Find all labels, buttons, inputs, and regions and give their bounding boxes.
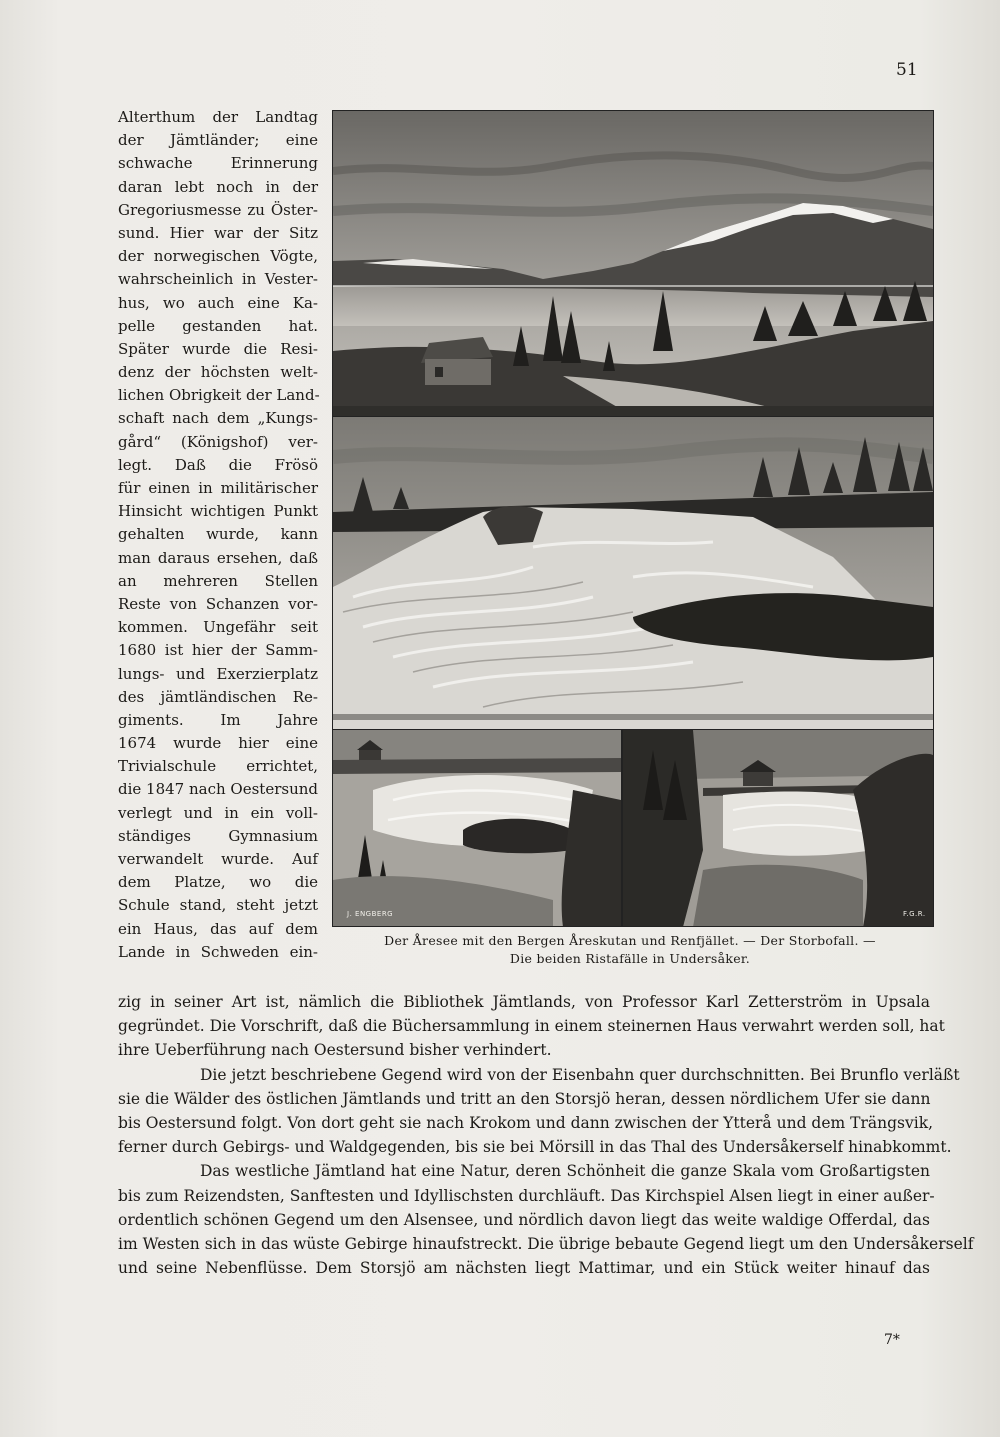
text-line: Die jetzt beschriebene Gegend wird von der Eisenbahn quer durchschnitten. Bei Brunflo verläßt bbox=[200, 1065, 960, 1084]
text-line: kommen. Ungefähr seit bbox=[118, 618, 318, 637]
text-line: lungs- und Exerzierplatz bbox=[118, 664, 318, 683]
text-line: verwandelt wurde. Auf bbox=[118, 850, 318, 868]
text-line: ständiges Gymnasium bbox=[118, 826, 318, 845]
ristafall-right-illustration bbox=[623, 730, 933, 927]
engraver-credit-left: J. ENGBERG bbox=[347, 910, 394, 918]
text-line: im Westen sich in das wüste Gebirge hinaufstreckt. Die übrige bebaute Gegend liegt um den Undersåkerself bbox=[118, 1234, 974, 1253]
text-line: an mehreren Stellen bbox=[118, 571, 318, 590]
caption-line-1: Der Åresee mit den Bergen Åreskutan und Renfjället. — Der Storbofall. — bbox=[384, 933, 876, 948]
storbofall-engraving bbox=[333, 416, 933, 729]
text-line: der norwegischen Vögte, bbox=[118, 247, 318, 266]
text-line: Schule stand, steht jetzt bbox=[118, 896, 318, 915]
text-line: Später wurde die Resi- bbox=[118, 339, 318, 358]
text-line: schwache Erinnerung bbox=[118, 154, 318, 173]
text-line: Alterthum der Landtag bbox=[118, 108, 318, 126]
text-line: sund. Hier war der Sitz bbox=[118, 223, 318, 242]
text-line: sie die Wälder des östlichen Jämtlands und tritt an den Storsjö heran, dessen nördlichem Ufer sie dann bbox=[118, 1089, 931, 1108]
ristafall-right-engraving bbox=[623, 729, 933, 927]
text-line: man daraus ersehen, daß bbox=[118, 548, 318, 567]
text-line: giments. Im Jahre bbox=[118, 710, 318, 729]
text-line: der Jämtländer; eine bbox=[118, 131, 318, 150]
cabin bbox=[421, 337, 493, 385]
text-line: Lande in Schweden ein- bbox=[118, 942, 318, 961]
text-line: bis Oestersund folgt. Von dort geht sie nach Krokom und dann zwischen der Ytterå und dem Trängsvik, bbox=[118, 1113, 934, 1132]
lake-mountain-engraving bbox=[333, 111, 933, 416]
text-line: ein Haus, das auf dem bbox=[118, 919, 318, 938]
text-line: lichen Obrigkeit der Land- bbox=[118, 386, 320, 405]
full-width-text bbox=[118, 990, 974, 1280]
text-line: ihre Ueberführung nach Oestersund bisher verhindert. bbox=[118, 1041, 552, 1060]
left-column-text bbox=[118, 106, 318, 964]
text-line: des jämtländischen Re- bbox=[118, 687, 318, 706]
engraving-figure bbox=[332, 110, 934, 927]
text-line: und seine Nebenflüsse. Dem Storsjö am nächsten liegt Mattimar, und ein Stück weiter hinauf das bbox=[118, 1259, 930, 1278]
text-line: Hinsicht wichtigen Punkt bbox=[118, 502, 318, 521]
text-line: wahrscheinlich in Vester- bbox=[118, 270, 318, 289]
text-line: gegründet. Die Vorschrift, daß die Büchersammlung in einem steinernen Haus verwahrt werden soll, hat bbox=[118, 1017, 945, 1036]
text-line: Trivialschule errichtet, bbox=[118, 757, 318, 776]
storbofall-illustration bbox=[333, 417, 933, 729]
text-line: hus, wo auch eine Ka- bbox=[118, 293, 318, 312]
ristafall-left-illustration bbox=[333, 730, 621, 927]
text-line: zig in seiner Art ist, nämlich die Bibliothek Jämtlands, von Professor Karl Zetterström in Upsala bbox=[118, 993, 930, 1011]
text-line: bis zum Reizendsten, Sanftesten und Idyllischsten durchläuft. Das Kirchspiel Alsen liegt in einer außer- bbox=[118, 1186, 935, 1205]
text-line: verlegt und in ein voll- bbox=[118, 803, 318, 822]
ristafall-left-engraving bbox=[333, 729, 623, 927]
text-line: die 1847 nach Oestersund bbox=[118, 780, 318, 799]
page-number: 51 bbox=[896, 60, 918, 80]
text-line: für einen in militärischer bbox=[118, 479, 318, 497]
text-line: schaft nach dem „Kungs- bbox=[118, 409, 318, 428]
text-line: 1680 ist hier der Samm- bbox=[118, 641, 318, 660]
caption-line-2: Die beiden Ristafälle in Undersåker. bbox=[509, 951, 751, 966]
text-line: Gregoriusmesse zu Öster- bbox=[118, 200, 318, 219]
text-line: ferner durch Gebirgs- und Waldgegenden, bis sie bei Mörsill in das Thal des Undersåkerself hinabkommt. bbox=[118, 1138, 952, 1157]
text-line: 1674 wurde hier eine bbox=[118, 734, 318, 753]
text-line: gehalten wurde, kann bbox=[118, 525, 318, 544]
figure-caption bbox=[340, 932, 920, 968]
text-line: gård“ (Königshof) ver- bbox=[118, 432, 318, 451]
text-line: pelle gestanden hat. bbox=[118, 316, 318, 335]
text-line: ordentlich schönen Gegend um den Alsensee, und nördlich davon liegt das weite waldige Offerdal, das bbox=[118, 1210, 930, 1229]
text-line: Das westliche Jämtland hat eine Natur, deren Schönheit die ganze Skala vom Großartigsten bbox=[200, 1162, 930, 1181]
text-line: Reste von Schanzen vor- bbox=[118, 594, 318, 613]
text-line: dem Platze, wo die bbox=[118, 873, 318, 892]
text-line: denz der höchsten welt- bbox=[118, 363, 318, 382]
engraver-credit-right: F.G.R. bbox=[903, 910, 926, 918]
text-line: daran lebt noch in der bbox=[118, 177, 318, 196]
signature-mark: 7* bbox=[884, 1332, 900, 1348]
lake-mountain-illustration bbox=[333, 111, 933, 416]
text-line: legt. Daß die Frösö bbox=[118, 455, 318, 474]
